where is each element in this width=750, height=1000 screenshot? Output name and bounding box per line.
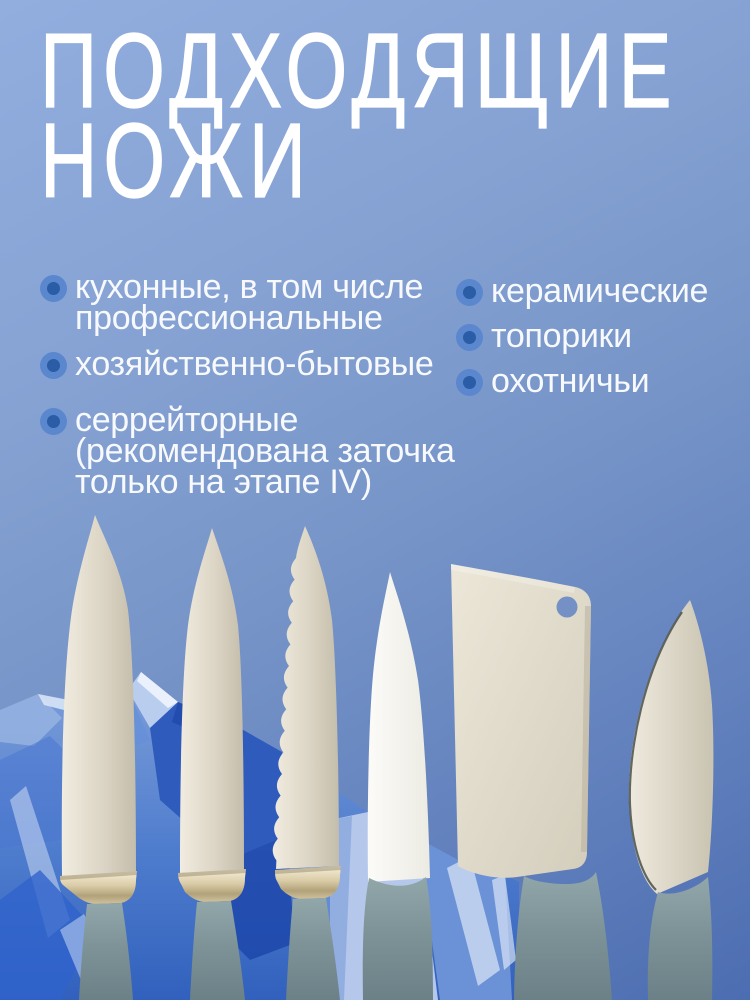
bullet-text: топорики: [491, 317, 632, 355]
list-item: [456, 362, 708, 400]
title-line-2: НОЖИ: [40, 102, 313, 220]
title-line-1: ПОДХОДЯЩИЕ: [40, 12, 678, 130]
list-item: [40, 268, 455, 337]
list-item: [40, 345, 455, 383]
bullet-text: охотничьи: [491, 362, 650, 400]
paring-knife-image: [629, 600, 714, 1000]
bullet-dot-icon: [456, 279, 483, 306]
list-item: [40, 401, 455, 501]
bullet-text: (рекомендована заточка: [75, 432, 455, 470]
cleaver-hole: [557, 597, 578, 618]
bullet-text: серрейторные: [75, 401, 299, 439]
page-title: [40, 12, 678, 220]
slicing-utility-knife-image: [363, 572, 433, 1000]
knives-photo: [0, 500, 750, 1000]
list-item: [456, 317, 708, 355]
bullet-text: профессиональные: [75, 299, 383, 337]
bullet-text: кухонные, в том числе: [75, 268, 424, 306]
bullet-dot-icon: [40, 275, 67, 302]
bullet-dot-icon: [456, 369, 483, 396]
list-item: [456, 272, 709, 310]
bullet-text: только на этапе IV): [75, 463, 372, 501]
bullet-dot-icon: [456, 324, 483, 351]
bullet-list-right: [456, 272, 709, 411]
bullet-text: керамические: [491, 272, 709, 310]
bullet-text: хозяйственно-бытовые: [75, 345, 434, 383]
bullet-list-left: [40, 268, 455, 501]
bullet-dot-icon: [40, 408, 67, 435]
bullet-dot-icon: [40, 352, 67, 379]
